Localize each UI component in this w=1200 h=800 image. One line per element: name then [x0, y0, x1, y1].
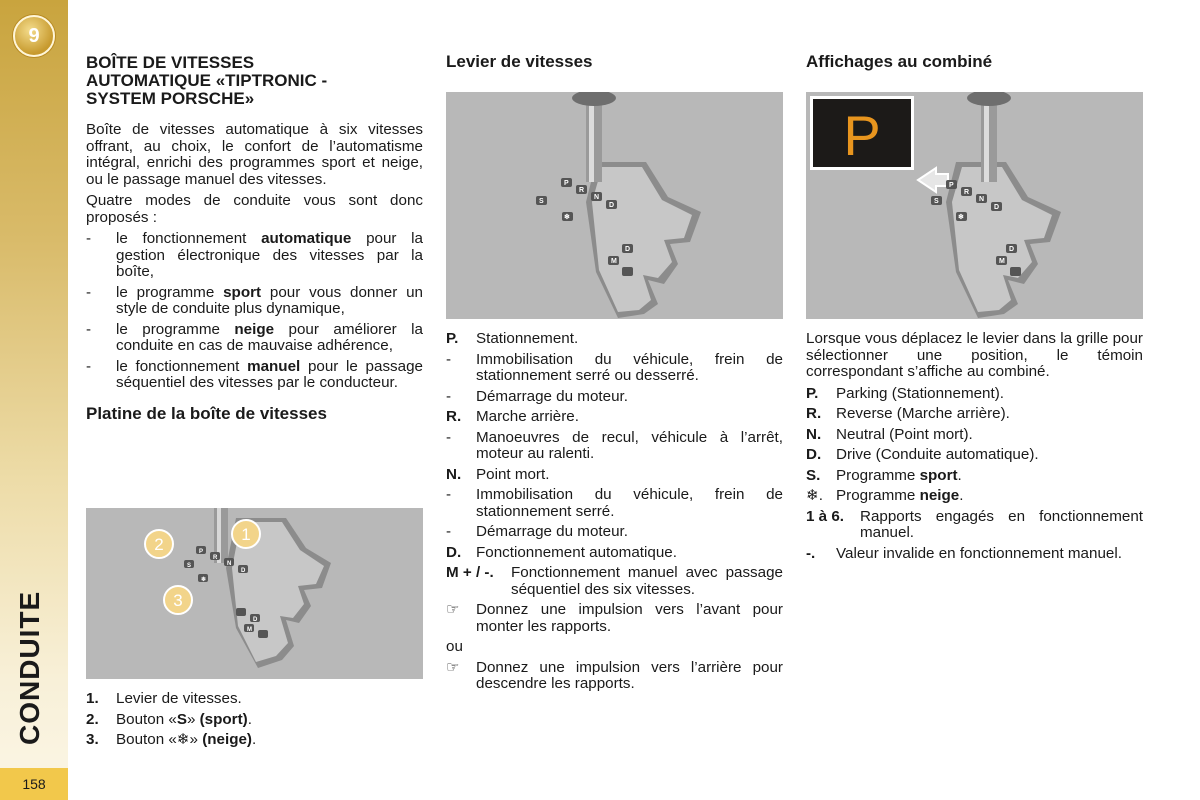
main-title — [86, 54, 423, 108]
legend-item: 1. Levier de vitesses. — [86, 690, 242, 707]
svg-text:D: D — [241, 568, 246, 574]
display-item: R. Reverse (Marche arrière). — [806, 405, 1010, 422]
instruction-item: ☞ Donnez une impulsion vers l’avant pour monter les rapports. — [446, 601, 783, 635]
svg-text:2: 2 — [154, 535, 164, 554]
mode-item: - le programme neige pour améliorer la conduite en cas de mauvaise adhérence, — [86, 320, 423, 354]
position-def: N. Point mort. — [446, 465, 550, 483]
svg-text:S: S — [934, 198, 939, 205]
section-title-platine: Platine de la boîte de vitesses — [86, 403, 327, 423]
svg-text:R: R — [964, 189, 970, 196]
display-item: ❄. Programme neige. — [806, 487, 964, 504]
svg-text:S: S — [539, 198, 544, 205]
svg-text:D: D — [625, 246, 631, 253]
gear-plate-illustration — [86, 508, 423, 679]
section-title-affichages: Affichages au combiné — [806, 52, 993, 71]
position-detail: - Démarrage du moteur. — [446, 523, 628, 540]
svg-text:P: P — [564, 180, 569, 187]
legend-list — [86, 691, 423, 753]
legend-item: 3. Bouton «❄» (neige). — [86, 731, 257, 748]
svg-text:D: D — [1009, 246, 1015, 253]
svg-text:M: M — [611, 258, 617, 265]
svg-text:3: 3 — [173, 591, 183, 610]
column-left — [86, 54, 423, 422]
chapter-number-badge — [13, 15, 55, 57]
svg-text:P: P — [843, 104, 881, 167]
position-detail: - Immobilisation du véhicule, frein de stationnement serré. — [446, 486, 783, 520]
svg-text:R: R — [213, 555, 218, 561]
display-item: P. Parking (Stationnement). — [806, 384, 1004, 402]
gear-plate-drawing — [86, 508, 423, 679]
svg-text:P: P — [199, 549, 204, 555]
svg-text:D: D — [994, 204, 1000, 211]
display-item: -. Valeur invalide en fonctionnement manuel. — [806, 544, 1122, 562]
intro-paragraph: Boîte de vitesses automatique à six vitesses offrant, au choix, le confort de l’automatisme intégral, enrichi des programmes sport et neige, ou le passage manuel des vitesses. — [86, 121, 423, 188]
svg-text:P: P — [949, 182, 954, 189]
callout-1 — [232, 520, 260, 548]
column-middle — [446, 54, 783, 71]
mode-item: - le fonctionnement manuel pour le passage séquentiel des vitesses par le conducteur. — [86, 357, 423, 391]
svg-text:❄: ❄ — [958, 214, 964, 221]
svg-text:❄: ❄ — [564, 214, 570, 221]
position-def: D. Fonctionnement automatique. — [446, 543, 677, 561]
display-intro: Lorsque vous déplacez le levier dans la grille pour sélectionner une position, le témoin correspondant s’affiche au combiné. — [806, 330, 1143, 380]
display-item: D. Drive (Conduite automatique). — [806, 446, 1039, 463]
mode-item: - le programme sport pour vous donner un style de conduite plus dynamique, — [86, 283, 423, 317]
chapter-title: CONDUITE — [14, 590, 45, 745]
svg-text:S: S — [187, 563, 192, 569]
callout-2 — [145, 530, 173, 558]
lever-positions-list — [446, 331, 783, 697]
position-detail: - Manoeuvres de recul, véhicule à l’arrêt, moteur au ralenti. — [446, 428, 783, 462]
main-title-line-1: BOÎTE DE VITESSES — [86, 53, 255, 72]
position-detail: - Démarrage du moteur. — [446, 387, 628, 405]
svg-text:N: N — [594, 194, 600, 201]
svg-text:M: M — [247, 627, 252, 633]
svg-text:N: N — [979, 196, 985, 203]
display-illustration — [806, 92, 1143, 319]
mode-item: - le fonctionnement automatique pour la gestion électronique des vitesses par la boîte, — [86, 230, 423, 280]
position-detail: - Immobilisation du véhicule, frein de stationnement serré ou desserré. — [446, 350, 783, 384]
svg-text:❄: ❄ — [201, 577, 207, 583]
section-title-levier: Levier de vitesses — [446, 52, 593, 71]
display-drawing — [806, 92, 1143, 319]
column-right — [806, 54, 1143, 71]
main-title-line-3: SYSTEM PORSCHE» — [86, 89, 255, 108]
or-text: ou — [446, 638, 463, 655]
svg-text:M: M — [999, 258, 1005, 265]
page-number: 158 — [0, 768, 68, 800]
instrument-display — [810, 96, 914, 170]
main-title-line-2: AUTOMATIQUE «TIPTRONIC - — [86, 71, 328, 90]
position-def: R. Marche arrière. — [446, 408, 579, 425]
svg-text:1: 1 — [241, 525, 251, 544]
gear-lever-illustration — [446, 92, 783, 319]
svg-text:D: D — [253, 617, 258, 623]
display-item: N. Neutral (Point mort). — [806, 425, 973, 443]
chapter-number: 9 — [28, 24, 40, 47]
modes-intro: Quatre modes de conduite vous sont donc proposés : — [86, 192, 423, 226]
legend-item: 2. Bouton «S» (sport). — [86, 710, 252, 728]
gear-lever-drawing — [446, 92, 783, 319]
display-legend — [806, 331, 1143, 566]
svg-text:D: D — [609, 202, 615, 209]
svg-text:R: R — [579, 187, 585, 194]
callout-3 — [164, 586, 192, 614]
instruction-item: ☞ Donnez une impulsion vers l’arrière pour descendre les rapports. — [446, 658, 783, 692]
position-def: M + / -. Fonctionnement manuel avec passage séquentiel des six vitesses. — [446, 564, 783, 598]
position-def: P. Stationnement. — [446, 330, 579, 347]
svg-text:N: N — [227, 561, 232, 567]
display-item: S. Programme sport. — [806, 466, 962, 484]
display-item: 1 à 6. Rapports engagés en fonctionnement manuel. — [806, 507, 1143, 541]
